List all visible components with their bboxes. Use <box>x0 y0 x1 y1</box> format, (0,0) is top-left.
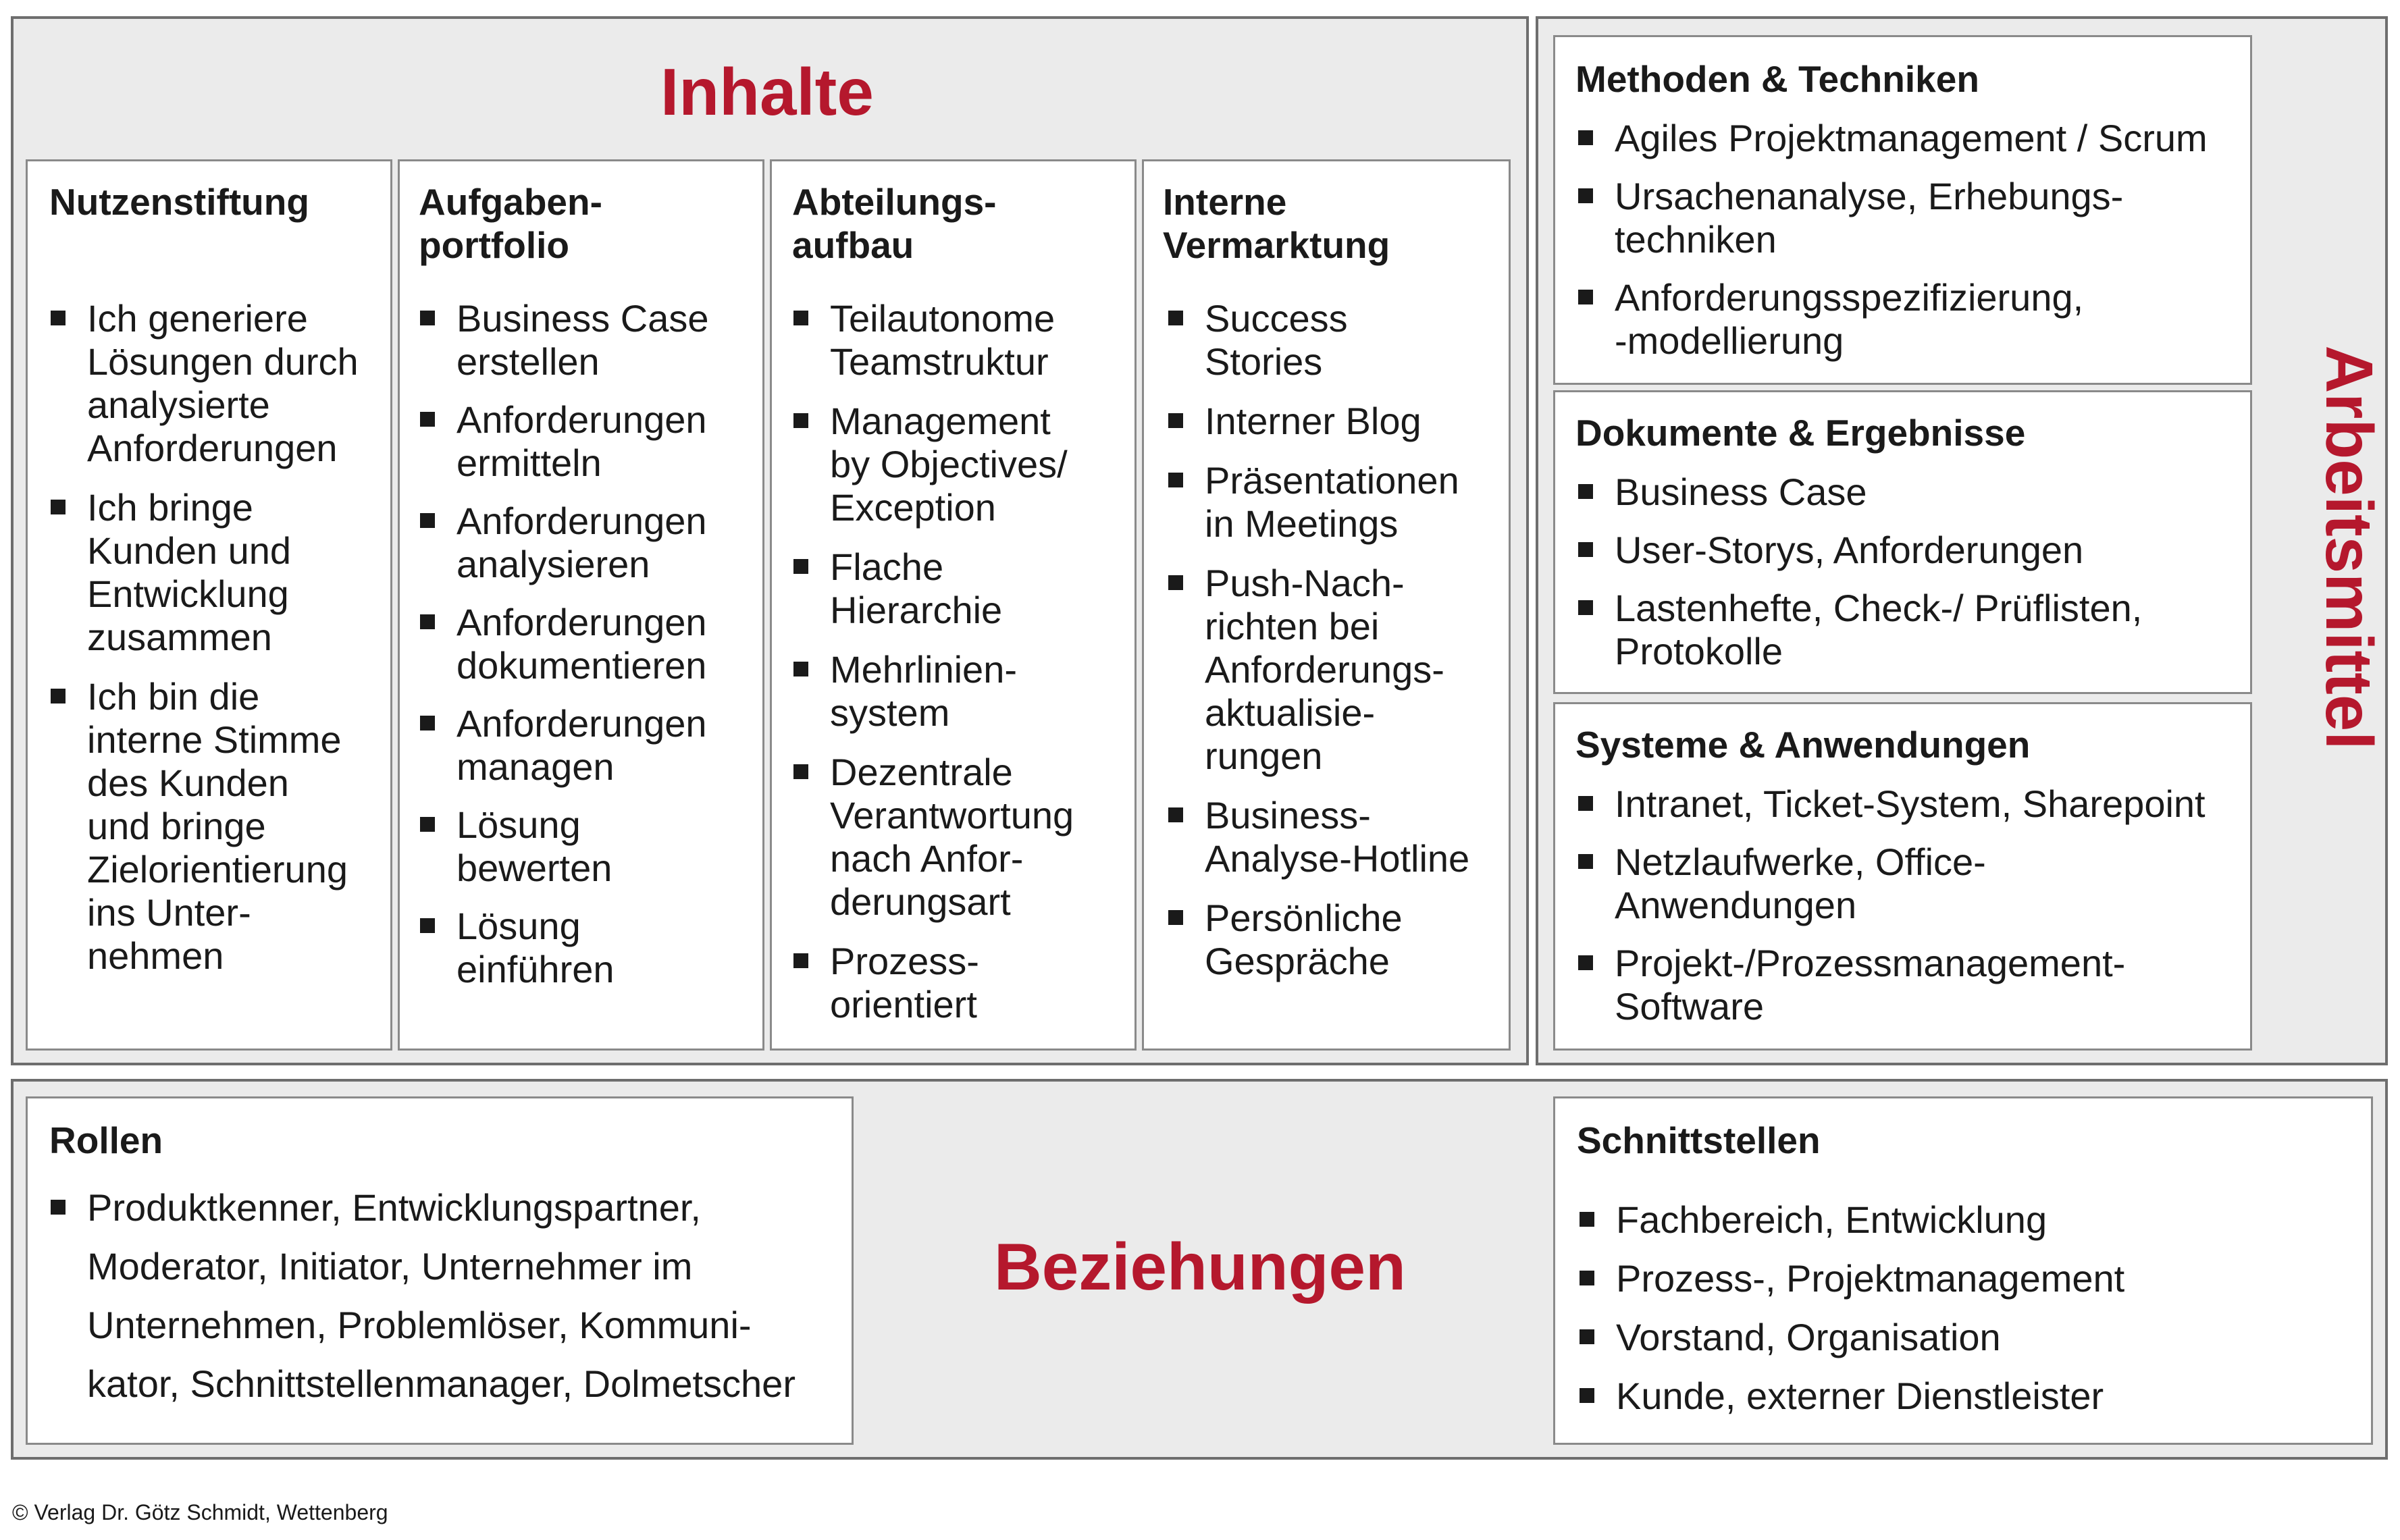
card-heading: Methoden & Techniken <box>1575 58 1979 100</box>
arbeitsmittel-title: Arbeitsmittel <box>2312 345 2386 750</box>
list-item: Produktkenner, Entwicklungspartner, Moderator, Initiator, Unternehmer im Unternehmen, Problemlöser, Kommuni- kator, Schnittstellenmanager, Dolmetscher <box>51 1178 847 1413</box>
card-interne-vermarktung <box>1142 159 1511 1051</box>
list-item: Projekt-/Prozessmanagement- Software <box>1578 942 2247 1028</box>
card-heading: Rollen <box>49 1119 163 1161</box>
list-item: Agiles Projektmanagement / Scrum <box>1578 117 2247 160</box>
card-list <box>1578 471 2247 688</box>
copyright-footer: © Verlag Dr. Götz Schmidt, Wettenberg <box>12 1500 388 1524</box>
card-heading: Schnittstellen <box>1577 1119 1821 1161</box>
inhalte-title: Inhalte <box>660 55 874 129</box>
card-systeme-anwendungen <box>1553 702 2252 1051</box>
list-item: Business Case <box>1578 471 2247 514</box>
card-list <box>1168 297 1509 999</box>
card-list <box>1578 782 2247 1043</box>
list-item: Dezentrale Verantwortung nach Anfor- derungsart <box>793 751 1134 924</box>
list-item: Anforderungen managen <box>420 702 758 789</box>
card-list <box>51 297 382 994</box>
card-aufgabenportfolio <box>398 159 764 1051</box>
list-item: Interner Blog <box>1168 400 1509 443</box>
beziehungen-title: Beziehungen <box>994 1229 1406 1304</box>
card-abteilungsaufbau <box>770 159 1137 1051</box>
card-rollen <box>26 1096 854 1445</box>
list-item: Lösung bewerten <box>420 803 758 890</box>
card-heading: Aufgaben- portfolio <box>419 181 602 266</box>
list-item: Teilautonome Teamstruktur <box>793 297 1134 383</box>
card-methoden-techniken <box>1553 35 2252 385</box>
list-item: Anforderungen dokumentieren <box>420 601 758 687</box>
list-item: Präsentationen in Meetings <box>1168 459 1509 546</box>
list-item: Netzlaufwerke, Office- Anwendungen <box>1578 841 2247 927</box>
card-heading: Systeme & Anwendungen <box>1575 724 2031 766</box>
list-item: Persönliche Gespräche <box>1168 897 1509 983</box>
list-item: Business Case erstellen <box>420 297 758 383</box>
list-item: Prozess-, Projektmanagement <box>1580 1257 2363 1300</box>
card-list <box>1580 1198 2363 1433</box>
card-list <box>793 297 1134 1042</box>
card-list <box>51 1178 847 1413</box>
card-list <box>1578 117 2247 377</box>
list-item: Ich generiere Lösungen durch analysierte Anforderungen <box>51 297 382 470</box>
list-item: Mehrlinien- system <box>793 648 1134 735</box>
card-heading: Interne Vermarktung <box>1163 181 1390 266</box>
card-dokumente-ergebnisse <box>1553 390 2252 694</box>
list-item: Kunde, externer Dienstleister <box>1580 1375 2363 1418</box>
list-item: Success Stories <box>1168 297 1509 383</box>
list-item: Ich bin die interne Stimme des Kunden und bringe Zielorientierung ins Unter- nehmen <box>51 675 382 978</box>
list-item: Push-Nach- richten bei Anforderungs- aktualisie- rungen <box>1168 562 1509 778</box>
card-heading: Nutzenstiftung <box>49 181 309 223</box>
list-item: Anforderungen ermitteln <box>420 398 758 485</box>
list-item: Anforderungsspezifizierung, -modellierung <box>1578 276 2247 363</box>
card-nutzenstiftung <box>26 159 392 1051</box>
list-item: Intranet, Ticket-System, Sharepoint <box>1578 782 2247 826</box>
list-item: Business- Analyse-Hotline <box>1168 794 1509 880</box>
list-item: User-Storys, Anforderungen <box>1578 529 2247 572</box>
list-item: Fachbereich, Entwicklung <box>1580 1198 2363 1242</box>
list-item: Ursachenanalyse, Erhebungs- techniken <box>1578 175 2247 261</box>
list-item: Anforderungen analysieren <box>420 500 758 586</box>
list-item: Lastenhefte, Check-/ Prüflisten, Protokolle <box>1578 587 2247 673</box>
list-item: Prozess- orientiert <box>793 940 1134 1026</box>
list-item: Management by Objectives/ Exception <box>793 400 1134 529</box>
card-schnittstellen <box>1553 1096 2373 1445</box>
card-heading: Abteilungs- aufbau <box>792 181 997 266</box>
card-heading: Dokumente & Ergebnisse <box>1575 412 2026 454</box>
list-item: Vorstand, Organisation <box>1580 1316 2363 1359</box>
list-item: Lösung einführen <box>420 905 758 991</box>
list-item: Flache Hierarchie <box>793 546 1134 632</box>
card-list <box>420 297 758 1006</box>
list-item: Ich bringe Kunden und Entwicklung zusammen <box>51 486 382 659</box>
